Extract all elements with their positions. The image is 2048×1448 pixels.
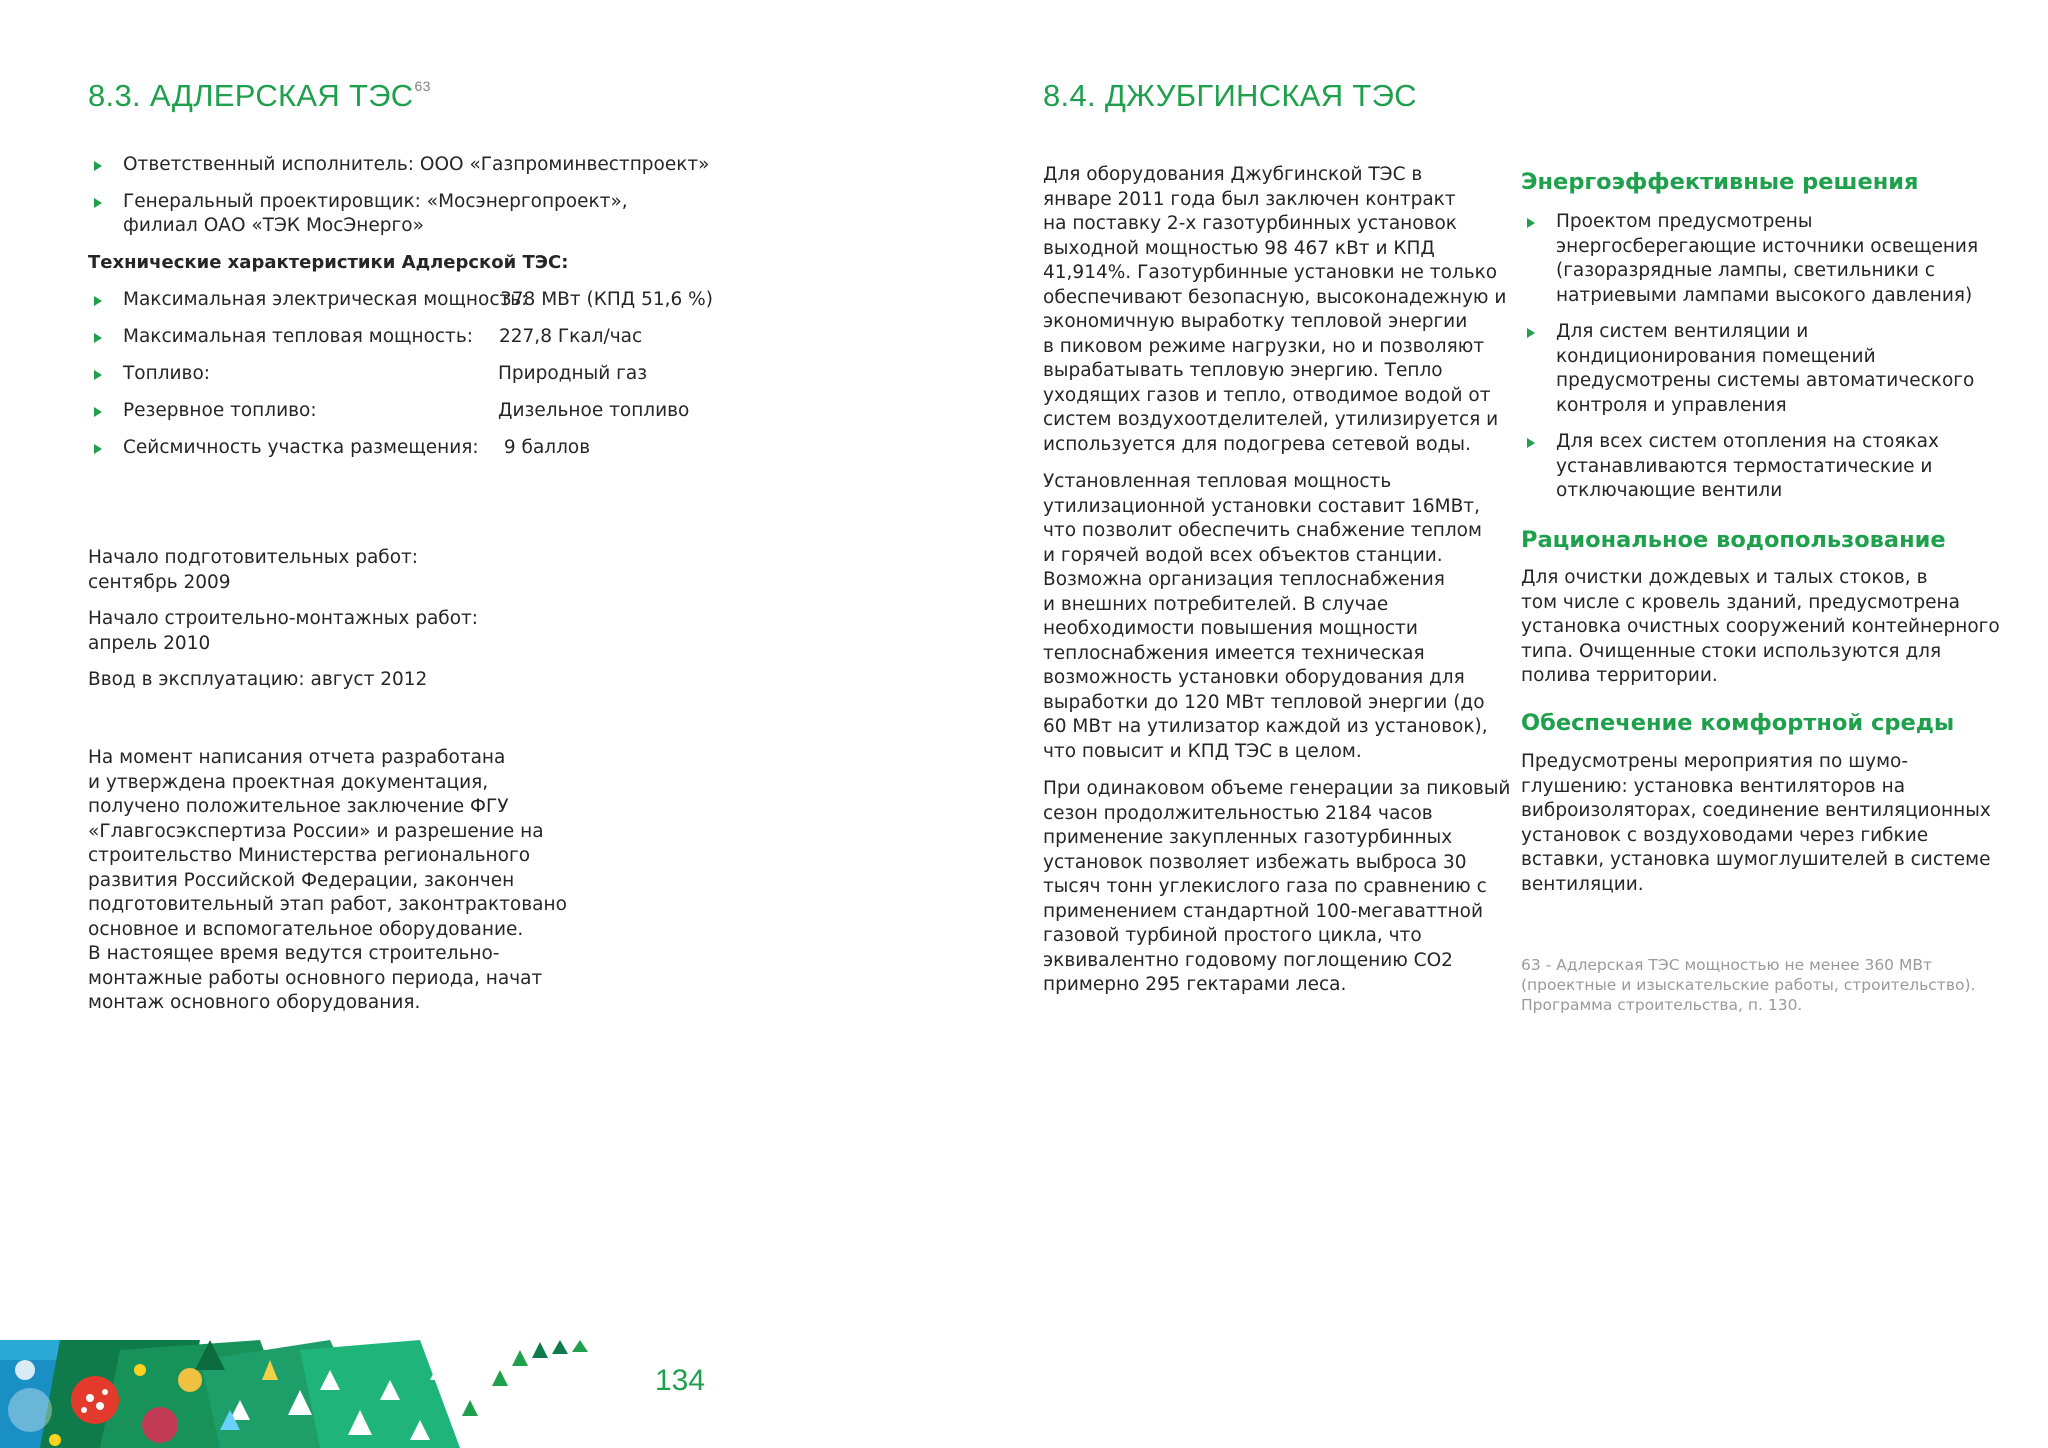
schedule-item: Ввод в эксплуатацию: август 2012 [88,669,428,690]
water-paragraph: Для очистки дождевых и талых стоков, в том числе с кровель зданий, предусмотрена установка очистных сооружений контейнерного типа. Очищенные стоки используются для полива территории. [1521,567,2000,686]
spec-row: Сейсмичность участка размещения: 9 баллов [88,436,788,473]
specs-heading: Технические характеристики Адлерской ТЭС: [88,252,569,273]
schedule-block [88,546,588,693]
list-item: Для систем вентиляции и кондиционирования помещений предусмотрены системы автоматического контроля и управления [1521,320,2021,418]
spec-row: Резервное топливо: Дизельное топливо [88,399,788,436]
bullet-triangle-icon [94,444,102,454]
schedule-item: Начало строительно-монтажных работ: апрель 2010 [88,608,479,654]
list-item: Генеральный проектировщик: «Мосэнергопроект», филиал ОАО «ТЭК МосЭнерго» [88,190,643,239]
specs-list [88,288,788,473]
dzhubga-paragraph-3: При одинаковом объеме генерации за пиковый сезон продолжительностью 2184 часов применение закупленных газотурбинных установок позволяет избежать выброса 30 тысяч тонн углекислого газа по сравнению с применением стандартной 100-мегаваттной газовой турбиной простого цикла, что эквивалентно годовому поглощению СО2 примерно 295 гектарами леса. [1043,778,1511,995]
heading-comfort: Обеспечение комфортной среды [1521,710,1955,736]
footnote: 63 - Адлерская ТЭС мощностью не менее 360 МВт (проектные и изыскательские работы, строительство). Программа строительства, п. 130. [1521,956,1976,1014]
spec-row: Максимальная электрическая мощность: 378 МВт (КПД 51,6 %) [88,288,788,325]
heading-energy-efficiency: Энергоэффективные решения [1521,169,1919,195]
bullet-triangle-icon [94,296,102,306]
bullet-triangle-icon [1527,218,1535,228]
list-item: Проектом предусмотрены энергосберегающие источники освещения (газоразрядные лампы, светильники с натриевыми лампами высокого давления) [1521,210,2021,308]
bullet-triangle-icon [94,407,102,417]
intro-bullets [88,153,728,239]
comfort-paragraph: Предусмотрены мероприятия по шумо- глушению: установка вентиляторов на виброизоляторах, соединение вентиляционных установок с воздуховодами через гибкие вставки, установка шумоглушителей в системе вентиляции. [1521,751,1991,895]
dzhubga-paragraph-1: Для оборудования Джубгинской ТЭС в январе 2011 года был заключен контракт на поставку 2-х газотурбинных установок выходной мощностью 98 467 кВт и КПД 41,914%. Газотурбинные установки не только обеспечивают безопасную, высоконадежную и экономичную выработку тепловой энергии в пиковом режиме нагрузки, но и позволяют вырабатывать тепловую энергию. Тепло уходящих газов и тепло, отводимое водой от систем воздухоотделителей, утилизируется и используется для подогрева сетевой воды. [1043,164,1507,455]
spec-row: Максимальная тепловая мощность: 227,8 Гкал/час [88,325,788,362]
section-title-adler [88,78,431,114]
bullet-triangle-icon [94,161,102,171]
bullet-triangle-icon [1527,328,1535,338]
heading-water-use: Рациональное водопользование [1521,527,1946,553]
energy-bullets [1521,210,2021,504]
schedule-item: Начало подготовительных работ: сентябрь 2009 [88,547,419,593]
list-item: Ответственный исполнитель: ООО «Газпроминвестпроект» [88,153,728,178]
bullet-triangle-icon [94,333,102,343]
list-item: Для всех систем отопления на стояках устанавливаются термостатические и отключающие вентили [1521,430,2021,504]
bullet-triangle-icon [94,198,102,208]
dzhubga-paragraph-2: Установленная тепловая мощность утилизационной установки составит 16МВт, что позволит обеспечить снабжение теплом и горячей водой всех объектов станции. Возможна организация теплоснабжения и внешних потребителей. В случае необходимости повышения мощности теплоснабжения имеется техническая возможность установки оборудования для выработки до 120 МВт тепловой энергии (до 60 МВт на утилизатор каждой из установок), что повысит и КПД ТЭС в целом. [1043,471,1488,762]
section-title-dzhubga: 8.4. ДЖУБГИНСКАЯ ТЭС [1043,78,1417,113]
section-title-text: 8.3. АДЛЕРСКАЯ ТЭС [88,78,414,113]
status-paragraph: На момент написания отчета разработана и утверждена проектная документация, получено положительное заключение ФГУ «Главгосэкспертиза России» и разрешение на строительство Министерства регионального развития Российской Федерации, закончен подготовительный этап работ, законтрактовано основное и вспомогательное оборудование. В настоящее время ведутся строительно- монтажные работы основного периода, начат монтаж основного оборудования. [88,747,567,1013]
spec-row: Топливо: Природный газ [88,362,788,399]
page-number: 134 [655,1364,706,1397]
footnote-ref: 63 [414,78,431,94]
bullet-triangle-icon [94,370,102,380]
bullet-triangle-icon [1527,438,1535,448]
decorative-ornament-pattern [0,1340,600,1448]
